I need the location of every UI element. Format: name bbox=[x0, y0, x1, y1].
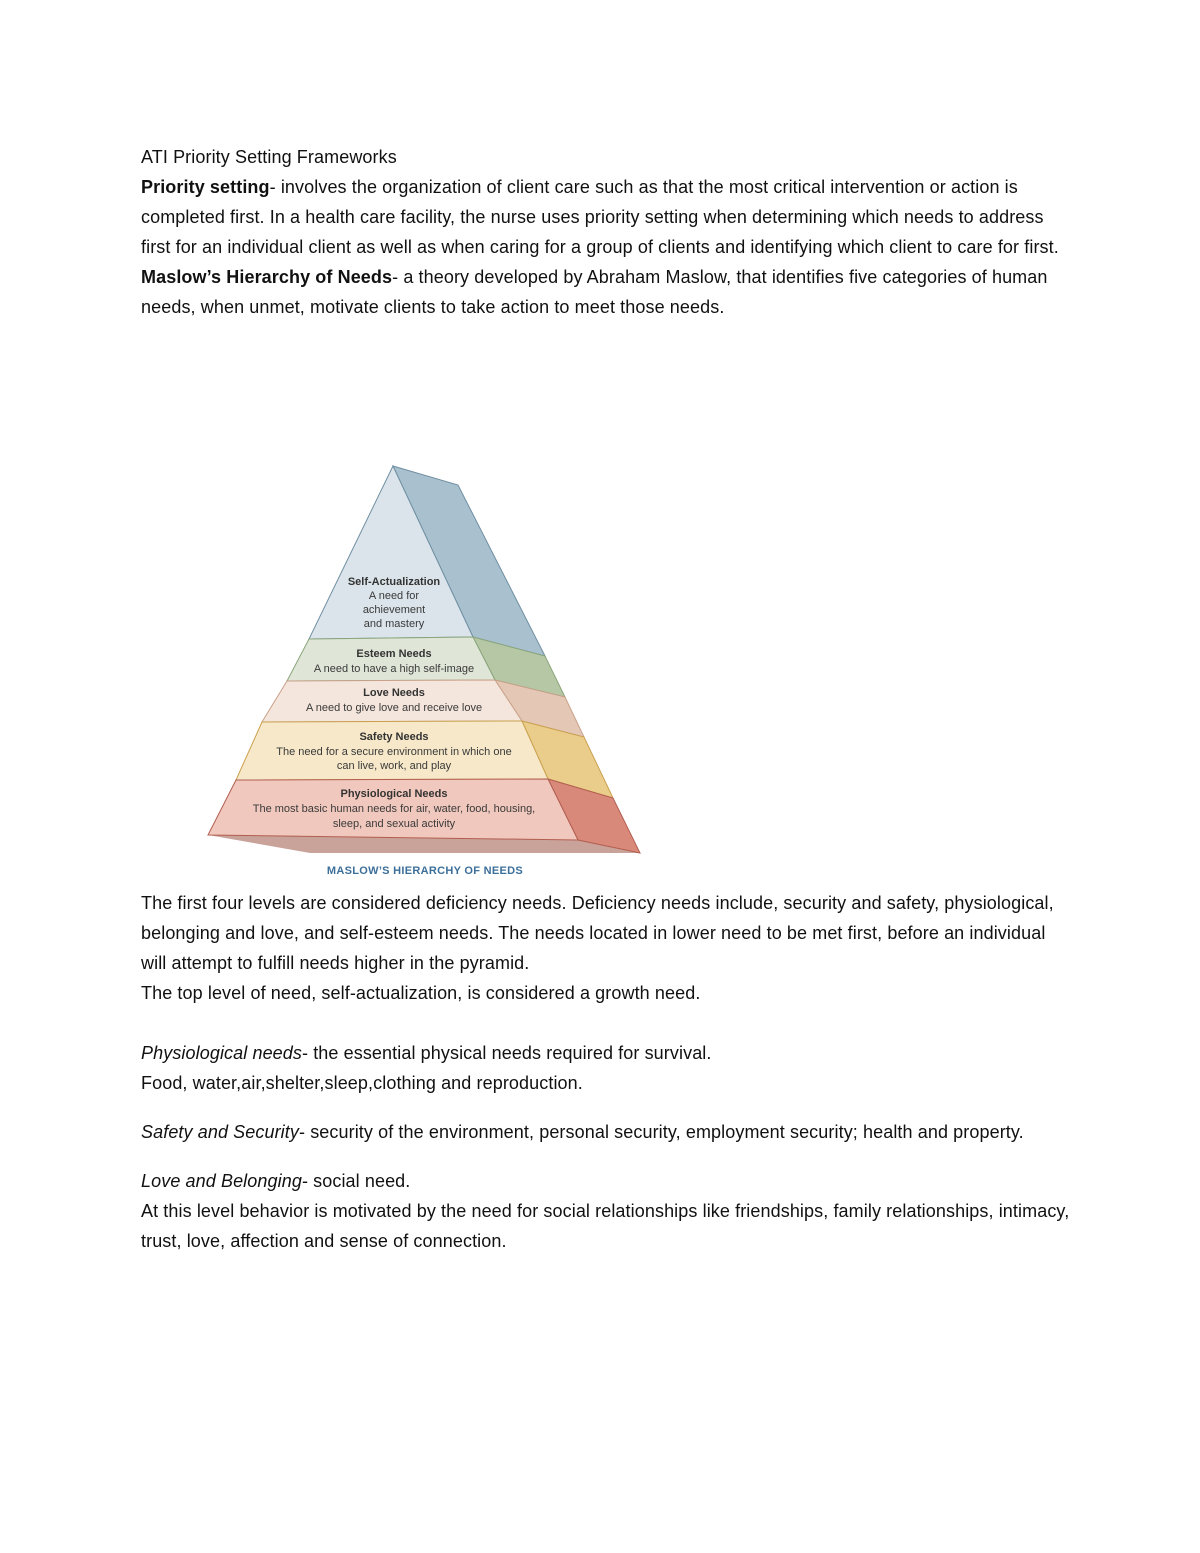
self-actualization-line-3: and mastery bbox=[363, 618, 425, 630]
maslow-pyramid-svg bbox=[205, 462, 645, 886]
safety-paragraph bbox=[141, 1117, 1071, 1147]
safety-line-2: can live, work, and play bbox=[336, 760, 452, 772]
physiological-line-1: The most basic human needs for air, water, food, housing, bbox=[252, 803, 536, 815]
growth-need-line: The top level of need, self-actualization, is considered a growth need. bbox=[141, 983, 701, 1003]
love-detail: At this level behavior is motivated by the need for social relationships like friendships, family relationships, intimacy, trust, love, affection and sense of connection. bbox=[141, 1201, 1070, 1251]
physiological-title: Physiological Needs bbox=[340, 788, 448, 800]
self-actualization-title: Self-Actualization bbox=[347, 576, 441, 588]
self-actualization-line-1: A need for bbox=[368, 590, 420, 602]
document-body-bottom bbox=[141, 888, 1071, 1256]
self-actualization-line-2: achievement bbox=[362, 604, 426, 616]
maslow-definition: - a theory developed by Abraham Maslow, that identifies five categories of human needs, when unmet, motivate clients to take action to meet those needs. bbox=[141, 267, 1048, 317]
love-title: Love Needs bbox=[363, 687, 425, 699]
maslow-term: Maslow’s Hierarchy of Needs bbox=[141, 267, 393, 287]
love-definition: - social need. bbox=[301, 1171, 411, 1191]
physiological-paragraph bbox=[141, 1038, 1071, 1068]
priority-setting-term: Priority setting bbox=[141, 177, 270, 197]
safety-definition: - security of the environment, personal security, employment security; health and property. bbox=[299, 1122, 1024, 1142]
deficiency-paragraph: The first four levels are considered deficiency needs. Deficiency needs include, security and safety, physiological, belonging and love, and self-esteem needs. The needs located in lower need to be met first, before an individual will attempt to fulfill needs higher in the pyramid. bbox=[141, 893, 1054, 973]
physiological-term: Physiological needs bbox=[141, 1043, 302, 1063]
maslow-pyramid-figure bbox=[205, 462, 645, 886]
maslow-paragraph bbox=[141, 262, 1071, 322]
love-term: Love and Belonging bbox=[141, 1171, 302, 1191]
priority-setting-definition: - involves the organization of client care such as that the most critical intervention or action is completed first. In a health care facility, the nurse uses priority setting when determining which needs to address first for an individual client as well as when caring for a group of clients and identifying which client to care for first. bbox=[141, 177, 1059, 257]
love-paragraph bbox=[141, 1166, 1071, 1196]
love-line-1: A need to give love and receive love bbox=[305, 702, 483, 714]
physiological-line-2: sleep, and sexual activity bbox=[332, 818, 456, 830]
esteem-title: Esteem Needs bbox=[356, 648, 432, 660]
physiological-examples: Food, water,air,shelter,sleep,clothing and reproduction. bbox=[141, 1073, 583, 1093]
esteem-line-1: A need to have a high self-image bbox=[313, 663, 475, 675]
safety-term: Safety and Security bbox=[141, 1122, 299, 1142]
document-title: ATI Priority Setting Frameworks bbox=[141, 147, 397, 167]
priority-setting-paragraph bbox=[141, 172, 1071, 262]
physiological-definition: - the essential physical needs required for survival. bbox=[302, 1043, 712, 1063]
safety-line-1: The need for a secure environment in which one bbox=[276, 746, 512, 758]
figure-caption: MASLOW’S HIERARCHY OF NEEDS bbox=[326, 865, 524, 877]
safety-title: Safety Needs bbox=[359, 731, 429, 743]
document-body-top bbox=[141, 142, 1071, 322]
